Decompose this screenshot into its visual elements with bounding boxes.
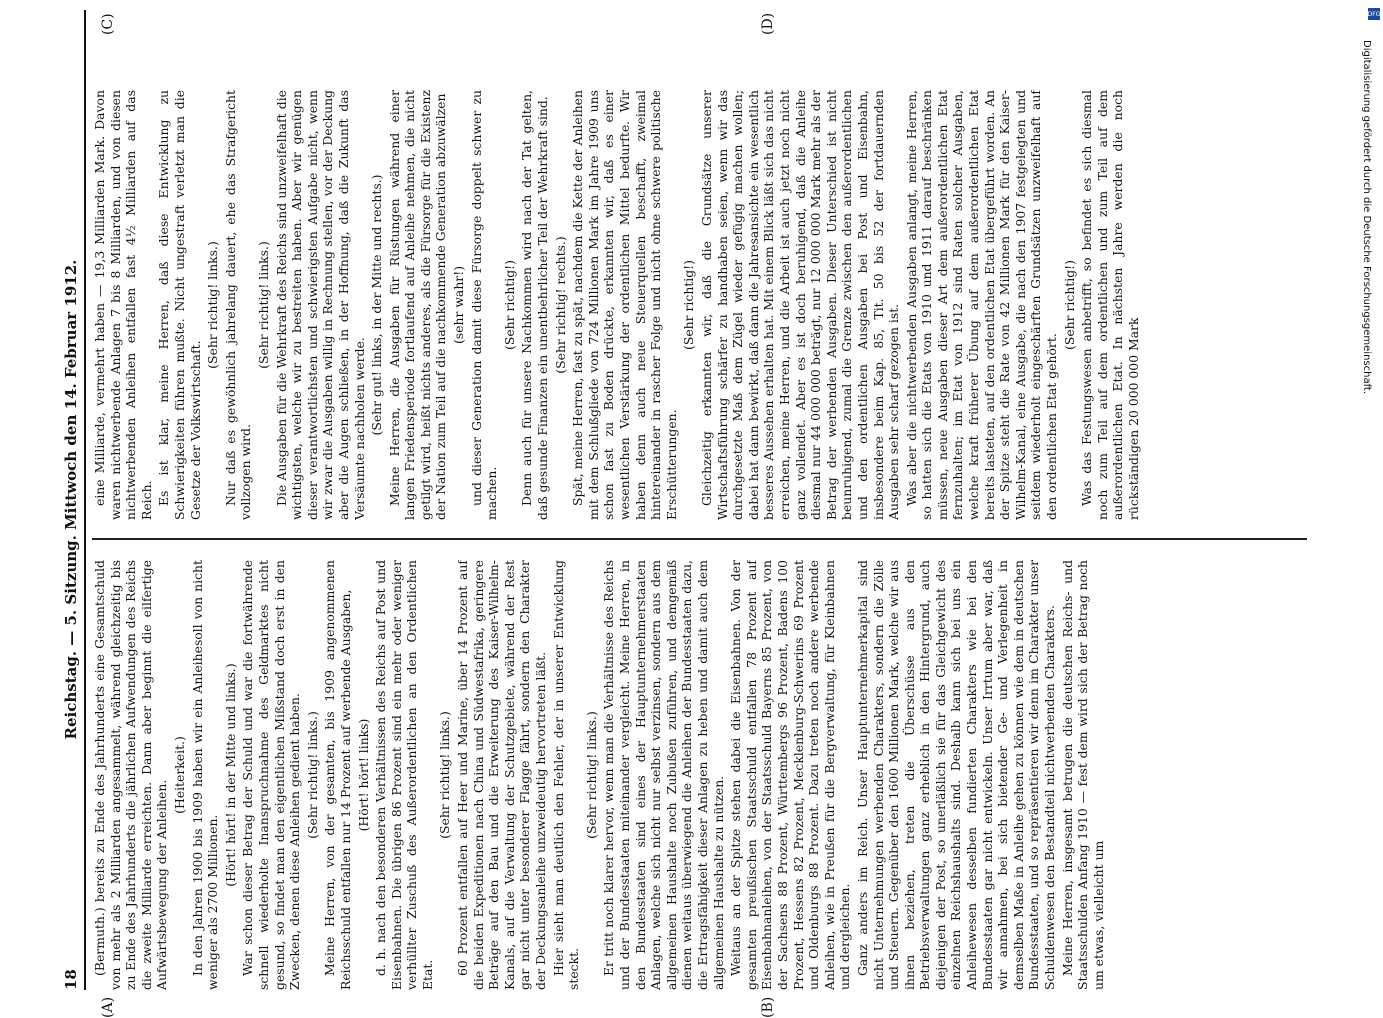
interjection: (Sehr richtig!)	[1061, 260, 1077, 350]
paragraph: und dieser Generation damit diese Fürsorge doppelt schwer zu machen.	[468, 90, 500, 520]
paragraph: Spät, meine Herren, fast zu spät, nachdem die Kette der Anleihen mit dem Schlußgliede von 724 Millionen Mark im Jahre 1909 uns schon fast zu Boden drückte, erkannten wir, daß es einer wesentlichen Verstärkung der ordentlichen Mittel bedurfte. Wir haben denn auch neue Steuerquellen beschafft, zweimal hintereinander in rascher Folge und nicht ohne schwere politische Erschütterungen.	[570, 90, 679, 520]
paragraph: Die Ausgaben für die Wehrkraft des Reichs sind unzweifelhaft die wichtigsten, welche wir zu bestreiten haben. Aber wir genügen dieser verantwortlichsten und schwierigsten Aufgabe nicht, wenn wir zwar die Ausgaben willig in Rechnung stellen, vor der Deckung aber die Augen schließen, in der Hoffnung, daß die Zukunft das Versäumte nachholen werde.	[273, 90, 367, 520]
interjection: (Sehr gut! links, in der Mitte und rechts.)	[369, 174, 385, 436]
page-title: Reichstag. — 5. Sitzung. Mittwoch den 14. Februar 1912.	[62, 259, 80, 740]
paragraph: Meine Herren, insgesamt betrugen die deutschen Reichs- und Staatsschulden Anfang 1910 — fest dem wird sich der Betrag noch um etwas, vielleicht um	[1059, 560, 1106, 990]
interjection: (Sehr richtig! links.)	[255, 241, 271, 369]
interjection: (sehr wahr!)	[451, 265, 467, 345]
column-divider	[92, 538, 1307, 540]
paragraph: Was das Festungswesen anbetrifft, so befindet es sich diesmal noch zum Teil auf dem ordentlichen und zum Teil auf dem außerordentlichen Etat. In nächsten Jahre werden die noch rückständigen 20 000 000 Mark	[1079, 90, 1141, 520]
page-number: 18	[62, 969, 80, 990]
interjection: (Sehr richtig! links.)	[437, 711, 453, 839]
paragraph: eine Milliarde, vermehrt haben — 19,3 Milliarden Mark. Davon waren nichtwerbende Anlagen 7 bis 8 Milliarden, und von diesen nichtwerbenden Anleihen entfallen fast 4½ Milliarden auf das Reich.	[92, 90, 154, 520]
interjection: (Hört! hört! links)	[355, 718, 371, 832]
interjection: (Hört! hört! in der Mitte und links.)	[222, 663, 238, 887]
paragraph: Es ist klar, meine Herren, daß diese Entwicklung zu Schwierigkeiten führen mußte. Nicht ungestraft verletzt man die Gesetze der Volkswirtschaft.	[156, 90, 203, 520]
interjection: (Sehr richtig!)	[501, 260, 517, 350]
interjection: (Sehr richtig! links.)	[583, 711, 599, 839]
paragraph: Meine Herren, die Ausgaben für Rüstungen während einer langen Friedensperiode fortlaufend auf Anleihe nehmen, die nicht getilgt wird, heißt nichts anderes, als die Fürsorge für die Existenz der Nation zum Teil auf die nachkommende Generation abzuwälzen	[386, 90, 449, 520]
paragraph: Ganz anders im Reich. Unser Hauptunternehmerkapital sind nicht Unternehmungen werbenden Charakters, sondern die Zölle und Steuern. Gegenüber den 1600 Millionen Mark, welche wir aus ihnen beziehen, treten die Überschüsse aus den Betriebsverwaltungen ganz erheblich in den Hintergrund, auch diejenigen der Post, so unerläßlich sie für das Gleichgewicht des einzelnen Reichshaushalts sind. Deshalb kann sich bei uns ein Anleihewesen desselben fundierten Charakters wie bei den Bundesstaaten gar nicht entwickeln. Unser Irrtum aber war, daß wir annahmen, bei sich bietender Ge- und Verlegenheit in demselben Maße in Anleihe gehen zu können wie dem in deutschen Bundesstaaten, und so repräsentieren wir denn im Charakter unser Schuldenwesen den Bestandteil nichtwerbenden Charakters.	[854, 560, 1058, 990]
margin-marker-d: (D)	[760, 12, 776, 35]
interjection: (Sehr richtig! links.)	[304, 711, 320, 839]
paragraph: Gleichzeitig erkannten wir, daß die Grundsätze unserer Wirtschaftsführung schärfer zu handhaben seien, wenn wir das durchgesetzte Maß dem Zügel wieder gefügig machen wollen; dabei hat dann bewirkt, daß dann die Jahresansichte ein wesentlich besseres Aussehen erhalten hat. Mit einem Blick läßt sich das nicht erreichen, meine Herren, und die Arbeit ist auch jetzt noch nicht ganz vollendet. Aber es ist doch beruhigend, daß die Anleihe diesmal nur 44 000 000 beträgt, nur 12 000 000 Mark mehr als der Betrag der werbenden Ausgaben. Dieser Unterschied ist nicht beunruhigend, zumal die Grenze zwischen den außerordentlichen und den ordentlichen Ausgaben bei Post und Eisenbahn, insbesondere beim Kap. 85, Tit. 50 bis 52 der fortdauernden Ausgaben sehr scharf gezogen ist.	[698, 90, 902, 520]
page-header	[60, 10, 80, 990]
paragraph: d. h. nach den besonderen Verhältnissen des Reichs auf Post und Eisenbahnen. Die übrigen 86 Prozent sind ein mehr oder weniger verhüllter Zuschuß des Außerordentlichen an den Ordentlichen Etat.	[373, 560, 435, 990]
interjection: (Sehr richtig!)	[681, 260, 697, 350]
dfg-logo: DFG	[1368, 8, 1380, 20]
paragraph: Hier sieht man deutlich den Fehler, der in unserer Entwicklung steckt.	[550, 560, 582, 990]
header-rule	[84, 10, 86, 990]
margin-marker-b: (B)	[760, 996, 776, 1018]
margin-marker-a: (A)	[100, 996, 116, 1018]
paragraph: In den Jahren 1900 bis 1909 haben wir ein Anleihesoll von nicht weniger als 2700 Millionen.	[189, 560, 221, 990]
interjection: (Heiterkeit.)	[171, 736, 187, 814]
paragraph: 60 Prozent entfallen auf Heer und Marine, über 14 Prozent auf die beiden Expeditionen nach China und Südwestafrika, geringere Beträge auf den Bau und die Erweiterung des Kaiser-Wilhelm-Kanals, auf die Verwaltung der Schutzgebiete, während der Rest gar nicht unter besonderer Flagge fährt, sondern den Charakter der Deckungsanleihe unzweideutig hervortreten läßt.	[455, 560, 549, 990]
margin-marker-c: (C)	[100, 13, 116, 35]
interjection: (Sehr richtig! rechts.)	[552, 236, 568, 374]
paragraph: Weitaus an der Spitze stehen dabei die Eisenbahnen. Von der gesamten preußischen Staatsschuld entfallen 78 Prozent auf Eisenbahnanleihen, von der Staatsschuld Bayerns 85 Prozent, von der Sachsens 88 Prozent, Württembergs 96 Prozent, Badens 100 Prozent, Hessens 82 Prozent, Mecklenburg-Schwerins 69 Prozent und Oldenburgs 88 Prozent. Dazu treten noch andere werbende Anleihen, wie in Preußen für die Bergverwaltung, für Kleinbahnen und dergleichen.	[728, 560, 853, 990]
paragraph: (Bermuth.) bereits zu Ende des Jahrhunderts eine Gesamtschuld von mehr als 2 Milliarden angesammelt, während gleichzeitig bis zu Ende des Jahrhunderts die jährlichen Aufwendungen des Reichs die zweite Milliarde erreichten. Dann aber beginnt die eilfertige Aufwärtsbewegung der Anleihen.	[92, 560, 170, 990]
paragraph: Denn auch für unsere Nachkommen wird nach der Tat gelten, daß gesunde Finanzen ein unentbehrlicher Teil der Wehrkraft sind.	[519, 90, 551, 520]
interjection: (Sehr richtig! links.)	[205, 241, 221, 369]
paragraph: Er tritt noch klarer hervor, wenn man die Verhältnisse des Reichs und der Bundesstaaten miteinander vergleicht. Meine Herren, in den Bundesstaaten sind eines der Hauptunternehmerstaaten Anlagen, welche sich nicht nur selbst verzinsen, sondern aus dem allgemeinen Haushalte noch Zubußen zuführen, und demgemäß dienen weitaus überwiegend die Anleihen der Bundesstaaten dazu, die Ertragsfähigkeit dieser Anlagen zu heben und damit auch dem allgemeinen Haushalte zu nützen.	[601, 560, 726, 990]
right-column	[92, 90, 1307, 520]
rotated-page	[60, 10, 1310, 1018]
paragraph: Nur daß es gewöhnlich jahrelang dauert, ehe das Strafgericht vollzogen wird.	[222, 90, 254, 520]
digitization-credit: Digitalisierung gefördert durch die Deutsche Forschungsgemeinschaft.	[1361, 40, 1372, 395]
paragraph: Meine Herren, von der gesamten, bis 1909 angenommenen Reichsschuld entfallen nur 14 Prozent auf werbende Ausgaben,	[322, 560, 353, 990]
paragraph: War schon dieser Betrag der Schuld und war die fortwährende schnell wiederholte Inanspruchnahme des Geldmarktes nicht gesund, so findet man den eigentlichen Mißstand doch erst in den Zwecken, denen diese Anleihen gedient haben.	[240, 560, 303, 990]
paragraph: Was aber die nichtwerbenden Ausgaben anlangt, meine Herren, so hatten sich die Etats von 1910 und 1911 darauf beschränken müssen, neue Ausgaben dieser Art dem außerordentlichen Etat fernzuhalten; im Etat von 1912 sind Raten solcher Ausgaben, welche kraft früherer Übung auf dem außerordentlichen Etat bereits lasteten, auf den ordentlichen Etat übergeführt worden. An der Spitze steht die Rate von 42 Millionen Mark für den Kaiser-Wilhelm-Kanal, eine Ausgabe, die nach den 1907 festgelegten und seitdem wiederholt eingeschärften Grundsätzen unzweifelhaft auf den ordentlichen Etat gehört.	[903, 90, 1060, 520]
left-column	[92, 560, 1307, 990]
